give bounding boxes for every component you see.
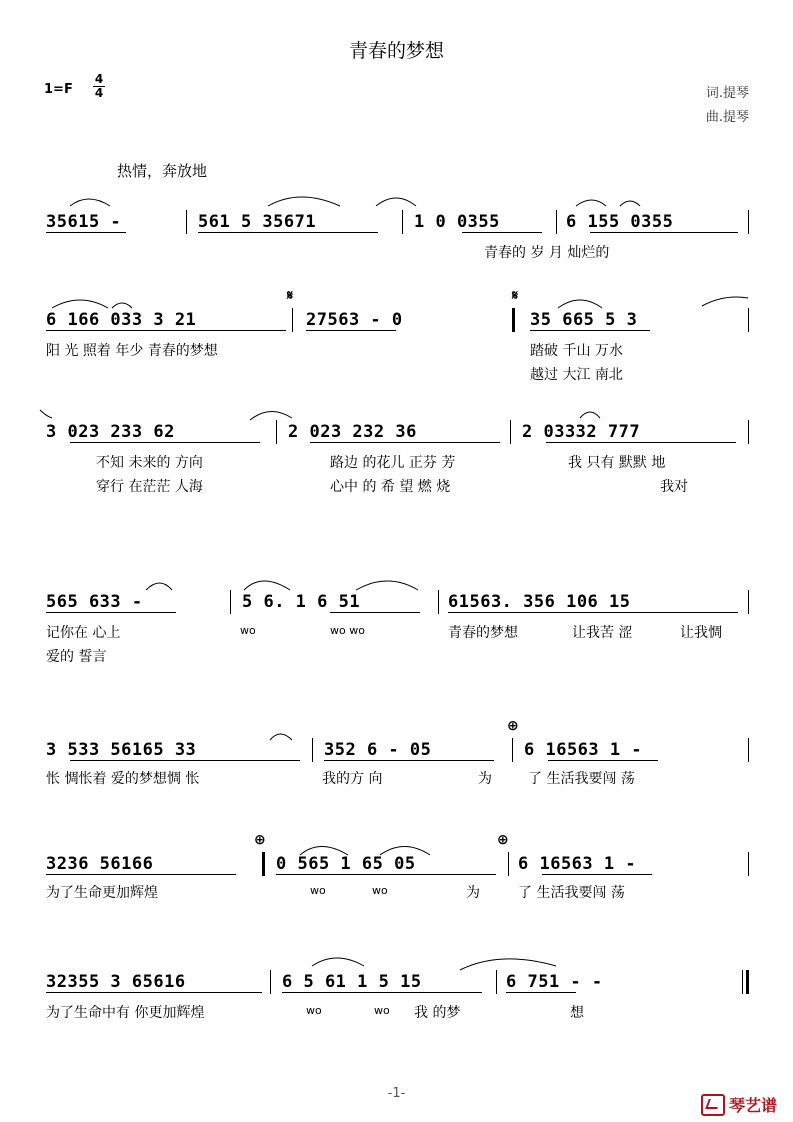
lyric-line: 心中 的 希 望 燃 烧 (330, 479, 451, 495)
barline (402, 210, 403, 234)
lyric-line: wo (306, 1004, 322, 1017)
lyric-line: 为了生命更加辉煌 (46, 885, 158, 901)
lyric-line: 想 (570, 1005, 584, 1021)
score-title: 青春的梦想 (348, 40, 444, 62)
measure-notes: 5 6. 1 6 51 (242, 592, 361, 612)
lyric-line: 了 生活我要闯 荡 (528, 771, 635, 787)
beam-line (46, 874, 236, 875)
beam-line (448, 612, 738, 613)
lyric-line: wo (310, 884, 326, 897)
lyric-line: 怅 惆怅着 爱的梦想惆 怅 (46, 771, 200, 787)
coda-icon: ⊕ (507, 718, 519, 734)
measure-notes: 32355 3 65616 (46, 972, 186, 992)
slur (620, 201, 640, 206)
lyric-line: 我 的梦 (414, 1005, 461, 1021)
beam-line (70, 760, 300, 761)
slur (244, 581, 290, 590)
time-signature (93, 73, 105, 100)
lyric-line: wo (374, 1004, 390, 1017)
slur (558, 300, 602, 308)
measure-notes: 6 16563 1 - (524, 740, 643, 760)
measure-notes: 6 751 - - (506, 972, 603, 992)
lyricist-credit: 词.提琴 (705, 86, 749, 101)
slur (270, 734, 292, 740)
slur (356, 581, 418, 590)
measure-notes: 6 166 033 3 21 (46, 310, 197, 330)
lyric-line: wo (372, 884, 388, 897)
key-signature: 1=F (44, 82, 73, 97)
slur (376, 198, 416, 206)
lyric-line: 爱的 誓言 (46, 649, 107, 665)
slur (250, 411, 292, 420)
measure-notes: 3 533 56165 33 (46, 740, 197, 760)
beam-line (46, 612, 176, 613)
beam-line (198, 232, 378, 233)
barline (438, 590, 439, 614)
measure-notes: 2 03332 777 (522, 422, 641, 442)
lyric-line: wo (240, 624, 256, 637)
slur (40, 410, 52, 418)
beam-line (70, 442, 260, 443)
barline (292, 308, 293, 332)
lyric-line: wo wo (330, 624, 365, 637)
lyric-line: 我 只有 默默 地 (568, 455, 666, 471)
tempo-marking: 热情，奔放地 (117, 162, 208, 180)
measure-notes: 0 565 1 65 05 (276, 854, 416, 874)
final-barline-thick (746, 970, 749, 994)
lyric-line: 不知 未来的 方向 (96, 455, 203, 471)
beam-line (276, 874, 496, 875)
barline (512, 738, 513, 762)
lyric-line: 青春的 岁 月 灿烂的 (484, 245, 610, 261)
composer-credit: 曲.提琴 (705, 110, 749, 125)
beam-line (46, 232, 126, 233)
measure-notes: 35615 - (46, 212, 122, 232)
slur (268, 197, 340, 206)
slur (576, 200, 606, 206)
beam-line (506, 992, 576, 993)
slur (70, 199, 110, 206)
lyric-line: 我的方 向 (322, 771, 383, 787)
lyric-line: 越过 大江 南北 (530, 367, 623, 383)
page-number: -1- (387, 1086, 406, 1101)
coda-icon: ⊕ (254, 832, 266, 848)
barline (276, 420, 277, 444)
slur (702, 297, 748, 306)
logo-icon (701, 1094, 725, 1116)
barline (270, 970, 271, 994)
lyric-line: 青春的梦想 (448, 625, 518, 641)
measure-notes: 3 023 233 62 (46, 422, 175, 442)
lyric-line: 了 生活我要闯 荡 (518, 885, 625, 901)
beam-line (590, 232, 738, 233)
beam-line (46, 992, 262, 993)
measure-notes: 6 155 0355 (566, 212, 674, 232)
barline (748, 738, 749, 762)
segno-icon: 𝄋 (287, 288, 294, 304)
coda-icon: ⊕ (497, 832, 509, 848)
measure-notes: 352 6 - 05 (324, 740, 432, 760)
slur (52, 300, 108, 308)
lyric-line: 我对 (660, 479, 688, 495)
barline (748, 308, 749, 332)
lyric-line: 记你在 心上 (46, 625, 121, 641)
watermark-logo (701, 1093, 777, 1116)
segno-icon: 𝄋 (512, 288, 519, 304)
lyric-line: 为 (466, 885, 480, 901)
beam-line (548, 760, 658, 761)
barline (748, 590, 749, 614)
measure-notes: 6 5 61 1 5 15 (282, 972, 422, 992)
repeat-end-barline (262, 852, 265, 876)
lyric-line: 让我苦 涩 (572, 625, 633, 641)
barline (186, 210, 187, 234)
repeat-barline (512, 308, 515, 332)
beam-line (530, 330, 650, 331)
measure-notes: 565 633 - (46, 592, 143, 612)
measure-notes: 6 16563 1 - (518, 854, 637, 874)
barline (748, 852, 749, 876)
barline (508, 852, 509, 876)
slur (146, 583, 172, 590)
beam-line (46, 330, 286, 331)
beam-line (282, 992, 482, 993)
meter-numerator: 4 (94, 72, 104, 86)
final-barline (742, 970, 743, 994)
measure-notes: 35 665 5 3 (530, 310, 638, 330)
beam-line (546, 442, 736, 443)
slur (580, 412, 600, 418)
beam-line (306, 330, 396, 331)
measure-notes: 3236 56166 (46, 854, 154, 874)
lyric-line: 踏破 千山 万水 (530, 343, 623, 359)
lyric-line: 为 (478, 771, 492, 787)
beam-line (324, 760, 494, 761)
lyric-line: 让我惆 (680, 625, 722, 641)
beam-line (310, 442, 500, 443)
barline (748, 420, 749, 444)
barline (556, 210, 557, 234)
meter-denominator: 4 (94, 86, 104, 100)
lyric-line: 阳 光 照着 年少 青春的梦想 (46, 343, 218, 359)
lyric-line: 为了生命中有 你更加辉煌 (46, 1005, 205, 1021)
slur (460, 959, 556, 970)
barline (230, 590, 231, 614)
lyric-line: 穿行 在茫茫 人海 (96, 479, 203, 495)
barline (510, 420, 511, 444)
slur (312, 958, 364, 966)
beam-line (462, 232, 542, 233)
measure-notes: 561 5 35671 (198, 212, 317, 232)
measure-notes: 27563 - 0 (306, 310, 403, 330)
barline (748, 210, 749, 234)
barline (496, 970, 497, 994)
beam-line (542, 874, 652, 875)
measure-notes: 2 023 232 36 (288, 422, 417, 442)
slur (112, 303, 132, 308)
beam-line (330, 612, 420, 613)
watermark-text: 琴艺谱 (728, 1096, 777, 1115)
measure-notes: 61563. 356 106 15 (448, 592, 631, 612)
lyric-line: 路边 的花儿 正芬 芳 (330, 455, 456, 471)
measure-notes: 1 0 0355 (414, 212, 500, 232)
barline (312, 738, 313, 762)
